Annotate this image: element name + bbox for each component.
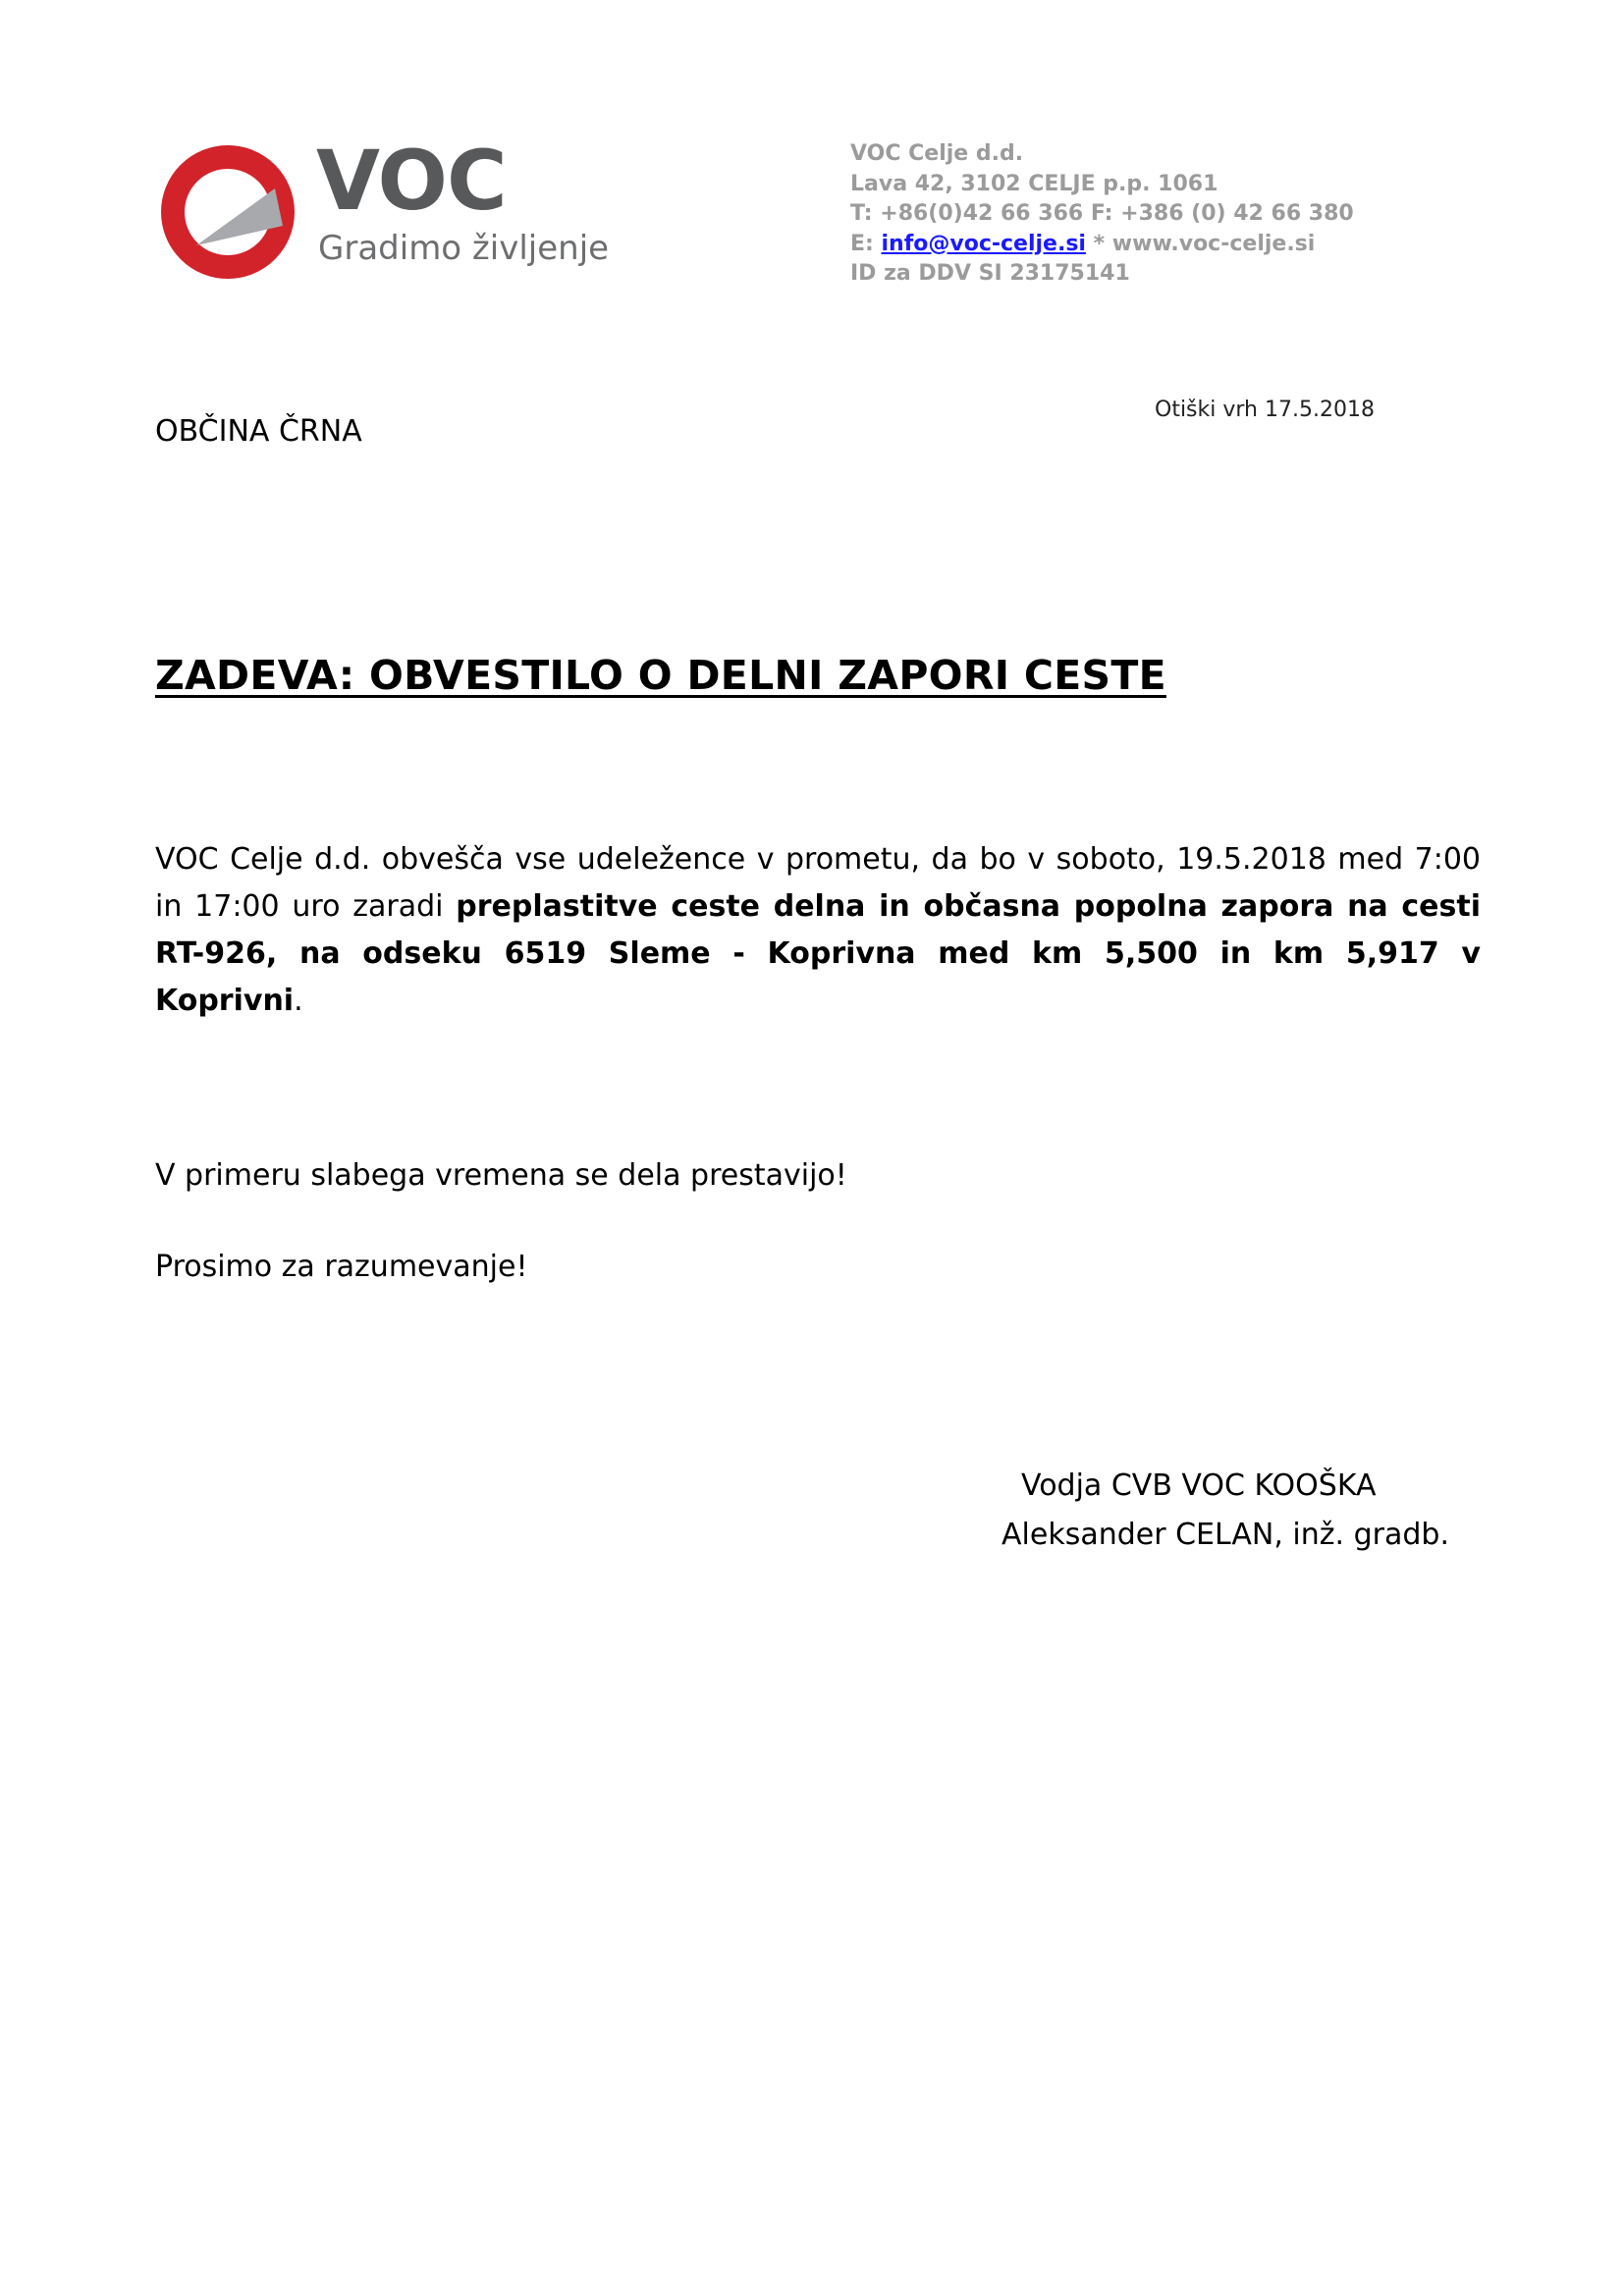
logo-ring-icon	[157, 137, 304, 285]
body-text-part2: .	[294, 984, 303, 1018]
company-header	[850, 139, 1354, 290]
subject-heading: ZADEVA: OBVESTILO O DELNI ZAPORI CESTE	[155, 652, 1166, 699]
logo-wordmark: VOC	[316, 133, 507, 229]
body-text-bold: preplastitve ceste delna in občasna popolna zapora na cesti RT-926, na odseku 6519 Sleme - Koprivna med km 5,500 in km 5,917 v Koprivni	[155, 889, 1481, 1018]
signature-title: Vodja CVB VOC KOOŠKA	[1021, 1468, 1377, 1503]
logo-tagline: Gradimo življenje	[318, 229, 610, 268]
body-paragraph	[155, 836, 1481, 1025]
company-address: Lava 42, 3102 CELJE p.p. 1061	[850, 171, 1218, 196]
document-date: Otiški vrh 17.5.2018	[1155, 398, 1375, 422]
company-name: VOC Celje d.d.	[850, 141, 1024, 166]
company-logo	[157, 133, 619, 285]
company-vat-id: ID za DDV SI 23175141	[850, 261, 1130, 286]
weather-note: V primeru slabega vremena se dela prestavijo!	[155, 1158, 847, 1193]
email-link[interactable]: info@voc-celje.si	[881, 231, 1086, 256]
recipient: OBČINA ČRNA	[155, 414, 362, 449]
thanks-note: Prosimo za razumevanje!	[155, 1250, 528, 1284]
signature-name: Aleksander CELAN, inž. gradb.	[1001, 1518, 1449, 1552]
body-text-part1: VOC Celje d.d. obvešča vse udeležence v prometu, da bo v soboto, 19.5.2018 med 7:00 in 17:00 uro zaradi	[155, 842, 1481, 924]
company-contact-line	[850, 230, 1354, 260]
company-phone-fax: T: +86(0)42 66 366 F: +386 (0) 42 66 380	[850, 201, 1354, 226]
company-web: * www.voc-celje.si	[1085, 231, 1316, 256]
email-prefix: E:	[850, 231, 882, 256]
